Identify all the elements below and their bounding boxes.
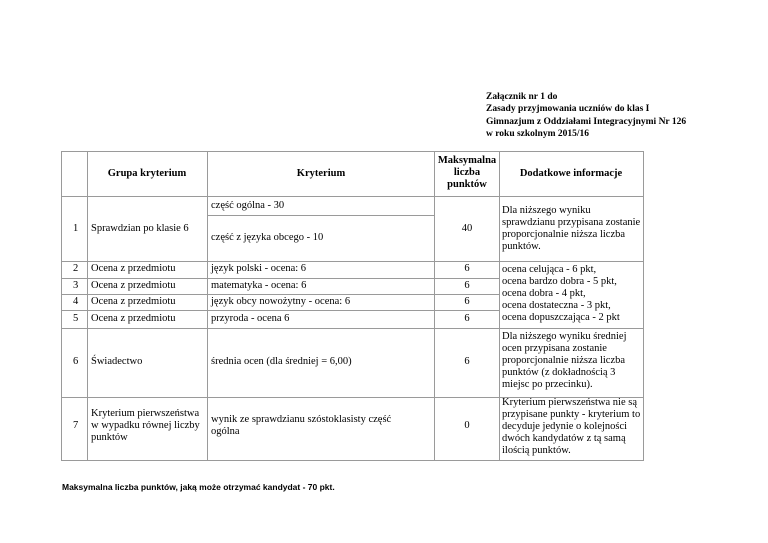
row-number: 7 — [73, 420, 79, 431]
criteria-table — [61, 151, 644, 461]
row-info-line: dwóch kandydatów z tą samą — [502, 433, 626, 444]
row-info-line: sprawdzianu przypisana zostanie — [502, 217, 641, 228]
row-points: 0 — [464, 420, 470, 431]
header-max-line-2: liczba — [453, 167, 481, 178]
row-number: 3 — [73, 280, 79, 291]
table-border-bottom — [61, 460, 644, 461]
annex-line-4: w roku szkolnym 2015/16 — [486, 129, 590, 140]
table-border-right — [643, 151, 644, 461]
row-info-line: punktów. — [502, 241, 541, 252]
row-points: 6 — [464, 313, 470, 324]
column-divider — [499, 151, 500, 461]
row-number: 6 — [73, 356, 79, 367]
annex-header — [486, 91, 686, 141]
row-criterion: matematyka - ocena: 6 — [211, 280, 307, 291]
annex-line-2: Zasady przyjmowania uczniów do klas I — [486, 104, 650, 115]
row-criterion: przyroda - ocena 6 — [211, 313, 290, 324]
row-group: Ocena z przedmiotu — [91, 296, 176, 307]
row-criterion-line: wynik ze sprawdzianu szóstoklasisty część — [211, 414, 392, 425]
row-points: 6 — [464, 356, 470, 367]
grades-info-line: ocena dobra - 4 pkt, — [502, 288, 586, 299]
header-max-line-3: punktów — [447, 179, 487, 190]
row-criterion-line: ogólna — [211, 426, 240, 437]
row-points: 40 — [461, 223, 473, 234]
row-info-line: proporcjonalnie niższa liczba — [502, 229, 626, 240]
column-divider — [207, 151, 208, 461]
row-info-line: ocen przypisana zostanie — [502, 343, 607, 354]
row-divider — [207, 215, 435, 216]
row-group-line: w wypadku równej liczby — [91, 420, 200, 431]
row-info-line: punktów (z dokładnością 3 — [502, 367, 616, 378]
row-divider — [61, 261, 644, 262]
row-divider — [61, 310, 500, 311]
row-info-line: ilością punktów. — [502, 445, 571, 456]
row-info-line: miejsc po przecinku). — [502, 379, 593, 390]
row-points: 6 — [464, 280, 470, 291]
row-group: Ocena z przedmiotu — [91, 313, 176, 324]
row-number: 1 — [73, 223, 79, 234]
grades-info-line: ocena bardzo dobra - 5 pkt, — [502, 276, 617, 287]
grades-info-line: ocena celująca - 6 pkt, — [502, 264, 597, 275]
column-divider — [87, 151, 88, 461]
header-criterion: Kryterium — [296, 168, 346, 179]
row-number: 4 — [73, 296, 79, 307]
grades-info-line: ocena dopuszczająca - 2 pkt — [502, 312, 620, 323]
row-points: 6 — [464, 296, 470, 307]
table-border-top — [61, 151, 644, 152]
row-divider — [61, 196, 644, 197]
row-group: Sprawdzian po klasie 6 — [91, 223, 189, 234]
row-criterion: język obcy nowożytny - ocena: 6 — [211, 296, 351, 307]
row-criterion: część ogólna - 30 — [211, 200, 285, 211]
row-info-line: Dla niższego wyniku średniej — [502, 331, 627, 342]
row-divider — [61, 278, 500, 279]
row-criterion: część z języka obcego - 10 — [211, 232, 324, 243]
row-divider — [61, 328, 644, 329]
row-group: Ocena z przedmiotu — [91, 280, 176, 291]
grades-info-line: ocena dostateczna - 3 pkt, — [502, 300, 611, 311]
row-info-line: proporcjonalnie niższa liczba — [502, 355, 626, 366]
row-number: 5 — [73, 313, 79, 324]
row-number: 2 — [73, 263, 79, 274]
header-info: Dodatkowe informacje — [519, 168, 623, 179]
row-group: Ocena z przedmiotu — [91, 263, 176, 274]
row-info-line: przypisane punkty - kryterium to — [502, 409, 641, 420]
row-criterion: język polski - ocena: 6 — [211, 263, 307, 274]
row-group-line: Kryterium pierwszeństwa — [91, 408, 200, 419]
annex-line-1: Załącznik nr 1 do — [486, 92, 558, 102]
row-points: 6 — [464, 263, 470, 274]
row-criterion: średnia ocen (dla średniej = 6,00) — [211, 356, 352, 367]
row-group: Świadectwo — [91, 356, 143, 367]
row-group-line: punktów — [91, 432, 128, 443]
row-divider — [61, 294, 500, 295]
row-info-line: Kryterium pierwszeństwa nie są — [502, 397, 637, 408]
header-max-line-1: Maksymalna — [437, 155, 497, 166]
max-points-note: Maksymalna liczba punktów, jaką może otrzymać kandydat - 70 pkt. — [62, 482, 335, 492]
row-info-line: Dla niższego wyniku — [502, 205, 591, 216]
row-info-line: decyduje jedynie o kolejności — [502, 421, 628, 432]
table-border-left — [61, 151, 62, 461]
annex-line-3: Gimnazjum z Oddziałami Integracyjnymi Nr 126 — [486, 116, 687, 127]
header-group: Grupa kryterium — [107, 168, 187, 179]
